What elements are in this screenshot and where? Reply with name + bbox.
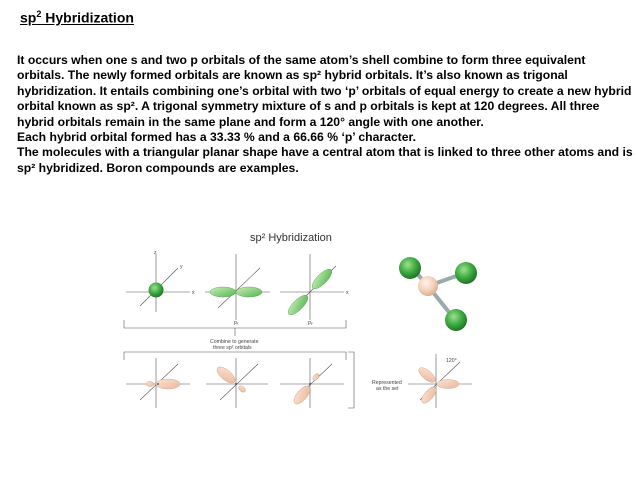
py-label: pᵧ (308, 320, 313, 326)
svg-text:y: y (180, 264, 183, 270)
title-suffix: Hybridization (41, 9, 134, 26)
title-prefix: sp (20, 9, 37, 26)
combine-caption-1: Combine to generate (210, 339, 259, 345)
sp2-orbital-1-diagram (126, 358, 190, 408)
px-orbital-diagram (205, 254, 270, 326)
represented-caption-2: as the set (376, 386, 399, 392)
outer-atom-3 (445, 309, 467, 331)
paragraph-character: Each hybrid orbital formed has a 33.33 % and a 66.66 % ‘p’ character. (17, 130, 416, 145)
title-superscript: 2 (36, 9, 42, 19)
paragraph-definition: It occurs when one s and two p orbitals of the same atom’s shell combine to form three equivalent orbitals. The newly formed orbitals are known as sp² hybrid orbitals. It’s also known as trigonal hybridization. It entails combining one’s orbital with two ‘p’ orbitals of equal energy to create a new hybrid orbital known as sp². A trigonal symmetry mixture of s and p orbitals is kept at 120 degrees. All three hybrid orbitals remain in the same plane and form a 120° angle with one another. (17, 53, 632, 129)
sp2-orbital-3-diagram (280, 358, 344, 408)
svg-text:z: z (154, 250, 157, 256)
combine-caption-2: three sp² orbitals (213, 345, 252, 351)
body-text (17, 53, 635, 176)
s-orbital-sphere (149, 283, 164, 298)
slide-title (20, 9, 134, 26)
angle-label: 120° (446, 358, 457, 364)
represented-caption-1: Represented (372, 380, 402, 386)
sp2-orbital-2-diagram (206, 358, 268, 408)
central-atom (418, 276, 438, 296)
outer-atom-2 (455, 262, 477, 284)
trigonal-planar-molecule-model (399, 257, 477, 331)
svg-text:x: x (346, 290, 349, 296)
sp2-hybridization-figure (110, 224, 480, 410)
s-orbital-diagram (126, 250, 195, 312)
sp2-combined-set-diagram (408, 354, 472, 408)
paragraph-examples: The molecules with a triangular planar shape have a central atom that is linked to three other atoms and is sp² hybridized. Boron compounds are examples. (17, 145, 633, 175)
px-label: pₓ (234, 320, 239, 326)
svg-text:x: x (192, 290, 195, 296)
figure-title: sp² Hybridization (250, 232, 332, 244)
outer-atom-1 (399, 257, 421, 279)
py-orbital-diagram (280, 254, 349, 326)
